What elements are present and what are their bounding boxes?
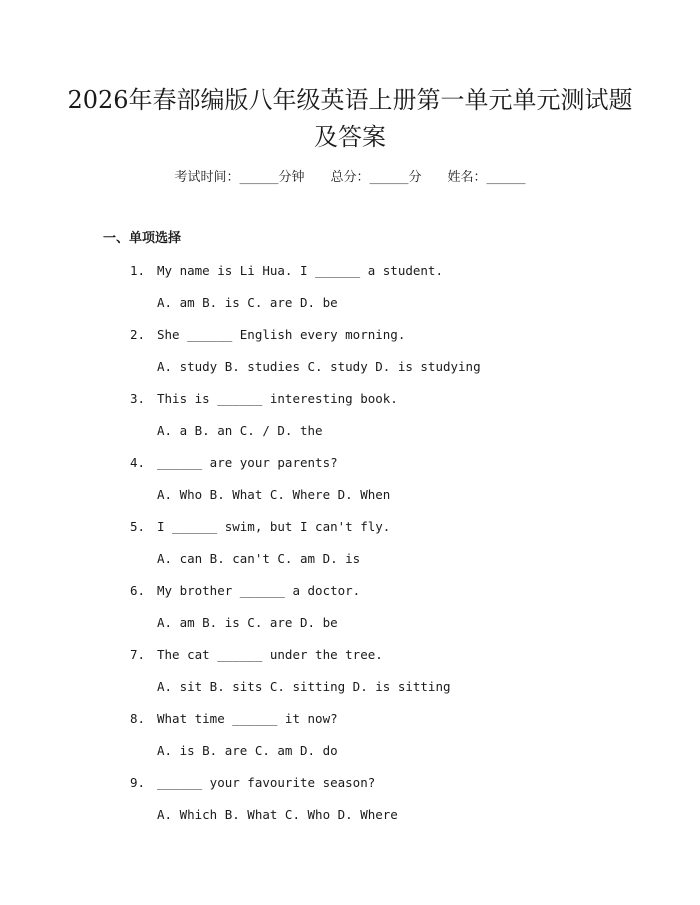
question-options: A. is B. are C. am D. do: [157, 743, 338, 758]
question-item: [0, 642, 700, 706]
total-score-field: 总分：______分: [330, 170, 422, 185]
page-title: 2026年春部编版八年级英语上册第一单元单元测试题及答案: [67, 86, 633, 151]
question-options: A. study B. studies C. study D. is studying: [157, 359, 481, 374]
question-options: A. a B. an C. / D. the: [157, 423, 323, 438]
question-options: A. sit B. sits C. sitting D. is sitting: [157, 679, 451, 694]
question-item: [0, 322, 700, 386]
question-item: [0, 770, 700, 834]
question-item: [0, 706, 700, 770]
question-stem: ______ are your parents?: [157, 455, 338, 470]
question-stem: I ______ swim, but I can't fly.: [157, 519, 391, 534]
question-stem: This is ______ interesting book.: [157, 391, 398, 406]
question-stem: The cat ______ under the tree.: [157, 647, 383, 662]
question-number: 8.: [130, 711, 146, 726]
question-number: 5.: [130, 519, 146, 534]
question-options: A. Who B. What C. Where D. When: [157, 487, 391, 502]
question-number: 9.: [130, 775, 146, 790]
question-number: 2.: [130, 327, 146, 342]
exam-time-field: 考试时间：______分钟: [174, 170, 305, 185]
question-options: A. am B. is C. are D. be: [157, 295, 338, 310]
question-stem: ______ your favourite season?: [157, 775, 376, 790]
exam-meta-line: [0, 168, 700, 188]
question-options: A. am B. is C. are D. be: [157, 615, 338, 630]
question-number: 7.: [130, 647, 146, 662]
question-item: [0, 450, 700, 514]
question-options: A. Which B. What C. Who D. Where: [157, 807, 398, 822]
section-heading: 一、单项选择: [103, 231, 182, 246]
question-number: 6.: [130, 583, 146, 598]
question-item: [0, 514, 700, 578]
question-number: 3.: [130, 391, 146, 406]
question-item: [0, 258, 700, 322]
question-list: [0, 258, 700, 834]
question-number: 4.: [130, 455, 146, 470]
question-number: 1.: [130, 263, 146, 278]
question-item: [0, 578, 700, 642]
question-stem: My brother ______ a doctor.: [157, 583, 361, 598]
name-field: 姓名：______: [447, 170, 526, 185]
question-options: A. can B. can't C. am D. is: [157, 551, 361, 566]
question-stem: What time ______ it now?: [157, 711, 338, 726]
question-stem: My name is Li Hua. I ______ a student.: [157, 263, 443, 278]
question-item: [0, 386, 700, 450]
question-stem: She ______ English every morning.: [157, 327, 406, 342]
